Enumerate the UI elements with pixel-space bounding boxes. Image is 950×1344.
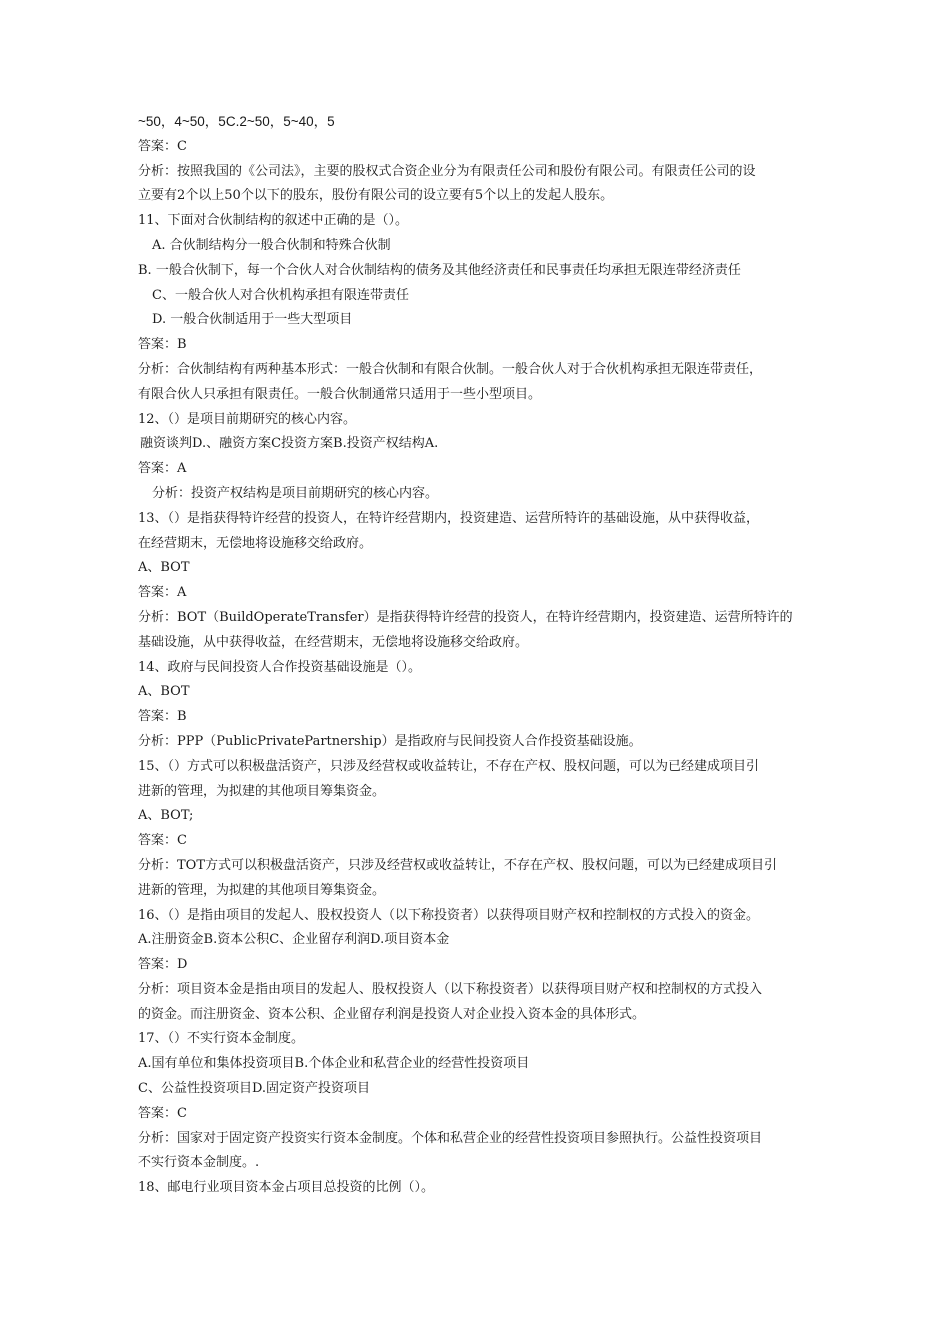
options-continuation: ~50，4~50，5C.2~50，5~40，5 — [138, 114, 335, 129]
option-a: A、BOT — [138, 560, 190, 576]
options-line: A.注册资金B.资本公积C、企业留存利润D.项目资本金 — [138, 932, 450, 948]
answer-line: 答案：C — [138, 138, 187, 154]
answer-line: 答案：B — [138, 709, 187, 725]
option-c: C、一般合伙人对合伙机构承担有限连带责任 — [152, 287, 409, 303]
analysis-line: 分析：按照我国的《公司法》，主要的股权式合资企业分为有限责任公司和股份有限公司。有限责任公司的设 — [138, 163, 756, 179]
question-15-cont: 进新的管理，为拟建的其他项目筹集资金。 — [138, 783, 386, 799]
options-line: C、公益性投资项目D.固定资产投资项目 — [138, 1081, 371, 1097]
answer-line: 答案：C — [138, 1105, 187, 1121]
answer-line: 答案：B — [138, 337, 187, 353]
analysis-line: 进新的管理，为拟建的其他项目筹集资金。 — [138, 882, 386, 898]
answer-line: 答案：D — [138, 957, 188, 973]
options-line: 融资谈判D.、融资方案C投资方案B.投资产权结构A. — [140, 436, 439, 452]
analysis-line: 分析：项目资本金是指由项目的发起人、股权投资人（以下称投资者）以获得项目财产权和控制权的方式投入 — [138, 981, 763, 997]
option-d: D. 一般合伙制适用于一些大型项目 — [152, 312, 353, 328]
analysis-line: 的资金。而注册资金、资本公积、企业留存利润是投资人对企业投入资本金的具体形式。 — [138, 1006, 646, 1022]
analysis-line: 立要有2个以上50个以下的股东，股份有限公司的设立要有5个以上的发起人股东。 — [138, 188, 614, 204]
analysis-line: 分析：合伙制结构有两种基本形式：一般合伙制和有限合伙制。一般合伙人对于合伙机构承担无限连带责任， — [138, 361, 763, 377]
answer-line: 答案：A — [138, 585, 187, 601]
option-a: A. 合伙制结构分一般合伙制和特殊合伙制 — [152, 237, 391, 253]
question-16: 16、（）是指由项目的发起人、股权投资人（以下称投资者）以获得项目财产权和控制权的方式投入的资金。 — [138, 907, 760, 923]
question-18: 18、邮电行业项目资本金占项目总投资的比例（）。 — [138, 1180, 435, 1196]
question-12: 12、（）是项目前期研究的核心内容。 — [138, 411, 357, 427]
question-14: 14、政府与民间投资人合作投资基础设施是（）。 — [138, 659, 422, 675]
question-15: 15、（）方式可以积极盘活资产，只涉及经营权或收益转让，不存在产权、股权问题，可以为已经建成项目引 — [138, 758, 760, 774]
question-17: 17、（）不实行资本金制度。 — [138, 1031, 305, 1047]
option-a: A、BOT — [138, 684, 190, 700]
question-13-cont: 在经营期末，无偿地将设施移交给政府。 — [138, 535, 373, 551]
answer-line: 答案：C — [138, 833, 187, 849]
options-line: A.国有单位和集体投资项目B.个体企业和私营企业的经营性投资项目 — [138, 1056, 530, 1072]
analysis-line: 分析：投资产权结构是项目前期研究的核心内容。 — [152, 485, 439, 501]
answer-line: 答案：A — [138, 461, 187, 477]
analysis-line: 分析：国家对于固定资产投资实行资本金制度。个体和私营企业的经营性投资项目参照执行。公益性投资项目 — [138, 1130, 763, 1146]
document-body — [138, 110, 818, 1201]
analysis-line: 不实行资本金制度。. — [138, 1155, 260, 1171]
option-b: B. 一般合伙制下，每一个合伙人对合伙制结构的债务及其他经济责任和民事责任均承担无限连带经济责任 — [138, 262, 741, 278]
question-11: 11、下面对合伙制结构的叙述中正确的是（）。 — [138, 213, 409, 229]
analysis-line: 分析：BOT（BuildOperateTransfer）是指获得特许经营的投资人，在特许经营期内，投资建造、运营所特许的 — [138, 609, 793, 625]
question-13: 13、（）是指获得特许经营的投资人，在特许经营期内，投资建造、运营所特许的基础设施，从中获得收益， — [138, 510, 760, 526]
analysis-line: 有限合伙人只承担有限责任。一般合伙制通常只适用于一些小型项目。 — [138, 386, 542, 402]
analysis-line: 分析：PPP（PublicPrivatePartnership）是指政府与民间投资人合作投资基础设施。 — [138, 733, 642, 749]
analysis-line: 分析：TOT方式可以积极盘活资产，只涉及经营权或收益转让，不存在产权、股权问题，可以为已经建成项目引 — [138, 857, 778, 873]
analysis-line: 基础设施，从中获得收益，在经营期末，无偿地将设施移交给政府。 — [138, 634, 529, 650]
option-a: A、BOT; — [138, 808, 194, 824]
